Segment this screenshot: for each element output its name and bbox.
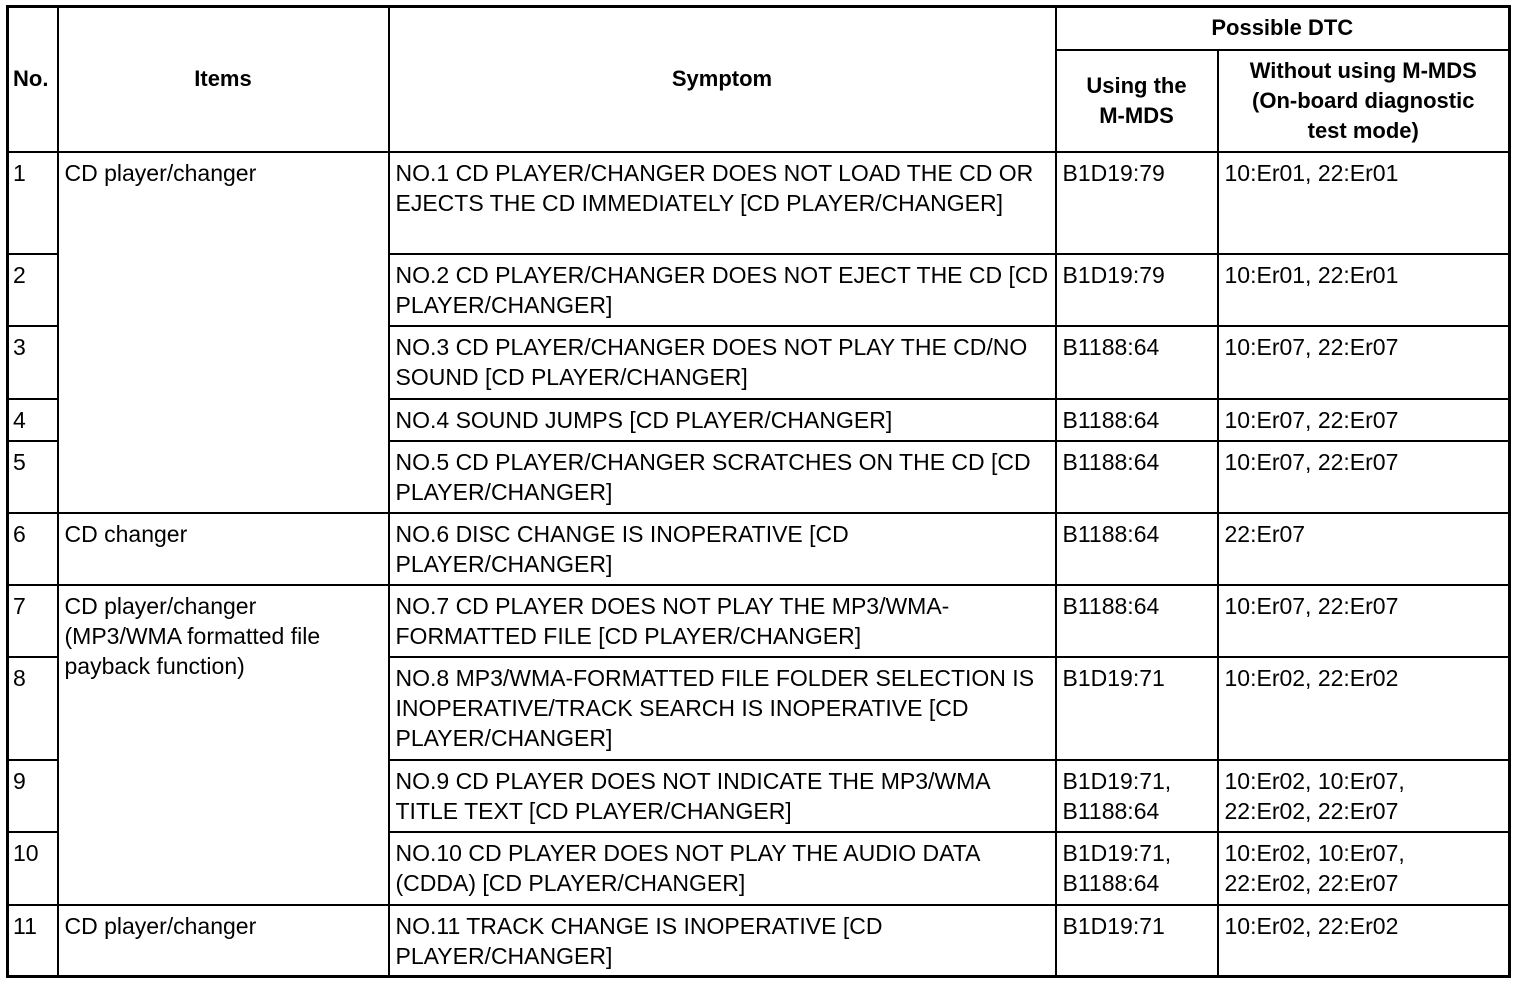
symptom-text: NO.10 CD PLAYER DOES NOT PLAY THE AUDIO DATA (CDDA) [CD PLAYER/CHANGER] [389,832,1056,905]
row-number: 11 [8,905,58,977]
table-row [8,513,1510,585]
item-label: CD player/changer [58,905,389,977]
dtc-without-mmds: 10:Er07, 22:Er07 [1218,399,1510,441]
row-number: 1 [8,152,58,254]
dtc-using-mmds: B1D19:79 [1056,152,1218,254]
dtc-using-mmds: B1188:64 [1056,326,1218,399]
symptom-text: NO.7 CD PLAYER DOES NOT PLAY THE MP3/WMA-FORMATTED FILE [CD PLAYER/CHANGER] [389,585,1056,657]
row-number: 9 [8,760,58,832]
dtc-without-mmds: 10:Er07, 22:Er07 [1218,585,1510,657]
row-number: 8 [8,657,58,760]
dtc-using-mmds: B1D19:71 [1056,905,1218,977]
symptom-text: NO.2 CD PLAYER/CHANGER DOES NOT EJECT THE CD [CD PLAYER/CHANGER] [389,254,1056,326]
dtc-without-mmds: 10:Er01, 22:Er01 [1218,152,1510,254]
dtc-using-mmds: B1D19:71 [1056,657,1218,760]
row-number: 4 [8,399,58,441]
table-row [8,152,1510,254]
dtc-without-mmds: 10:Er02, 22:Er02 [1218,905,1510,977]
dtc-without-mmds: 10:Er01, 22:Er01 [1218,254,1510,326]
row-number: 3 [8,326,58,399]
header-without-mmds: Without using M-MDS (On-board diagnostic test mode) [1218,50,1510,152]
dtc-without-mmds: 22:Er07 [1218,513,1510,585]
table-row [8,585,1510,657]
symptom-text: NO.1 CD PLAYER/CHANGER DOES NOT LOAD THE CD OR EJECTS THE CD IMMEDIATELY [CD PLAYER/CHANGER] [389,152,1056,254]
dtc-using-mmds: B1188:64 [1056,585,1218,657]
dtc-without-mmds: 10:Er02, 10:Er07, 22:Er02, 22:Er07 [1218,760,1510,832]
header-symptom: Symptom [389,7,1056,152]
row-number: 10 [8,832,58,905]
header-no: No. [8,7,58,152]
dtc-using-mmds: B1D19:79 [1056,254,1218,326]
dtc-using-mmds: B1D19:71, B1188:64 [1056,832,1218,905]
symptom-text: NO.4 SOUND JUMPS [CD PLAYER/CHANGER] [389,399,1056,441]
item-label: CD changer [58,513,389,585]
dtc-without-mmds: 10:Er07, 22:Er07 [1218,326,1510,399]
row-number: 6 [8,513,58,585]
row-number: 5 [8,441,58,513]
row-number: 2 [8,254,58,326]
header-items: Items [58,7,389,152]
symptom-text: NO.3 CD PLAYER/CHANGER DOES NOT PLAY THE CD/NO SOUND [CD PLAYER/CHANGER] [389,326,1056,399]
symptom-text: NO.6 DISC CHANGE IS INOPERATIVE [CD PLAYER/CHANGER] [389,513,1056,585]
dtc-without-mmds: 10:Er02, 22:Er02 [1218,657,1510,760]
dtc-without-mmds: 10:Er07, 22:Er07 [1218,441,1510,513]
header-using-mmds: Using the M-MDS [1056,50,1218,152]
dtc-using-mmds: B1188:64 [1056,513,1218,585]
item-label: CD player/changer [58,152,389,513]
dtc-table [6,5,1511,978]
dtc-without-mmds: 10:Er02, 10:Er07, 22:Er02, 22:Er07 [1218,832,1510,905]
table-row [8,905,1510,977]
item-label: CD player/changer (MP3/WMA formatted file payback function) [58,585,389,905]
dtc-using-mmds: B1188:64 [1056,399,1218,441]
symptom-text: NO.5 CD PLAYER/CHANGER SCRATCHES ON THE CD [CD PLAYER/CHANGER] [389,441,1056,513]
header-possible-dtc: Possible DTC [1056,7,1510,50]
symptom-text: NO.8 MP3/WMA-FORMATTED FILE FOLDER SELECTION IS INOPERATIVE/TRACK SEARCH IS INOPERATIVE [CD PLAYER/CHANGER] [389,657,1056,760]
row-number: 7 [8,585,58,657]
symptom-text: NO.11 TRACK CHANGE IS INOPERATIVE [CD PLAYER/CHANGER] [389,905,1056,977]
dtc-using-mmds: B1D19:71, B1188:64 [1056,760,1218,832]
symptom-text: NO.9 CD PLAYER DOES NOT INDICATE THE MP3/WMA TITLE TEXT [CD PLAYER/CHANGER] [389,760,1056,832]
dtc-using-mmds: B1188:64 [1056,441,1218,513]
